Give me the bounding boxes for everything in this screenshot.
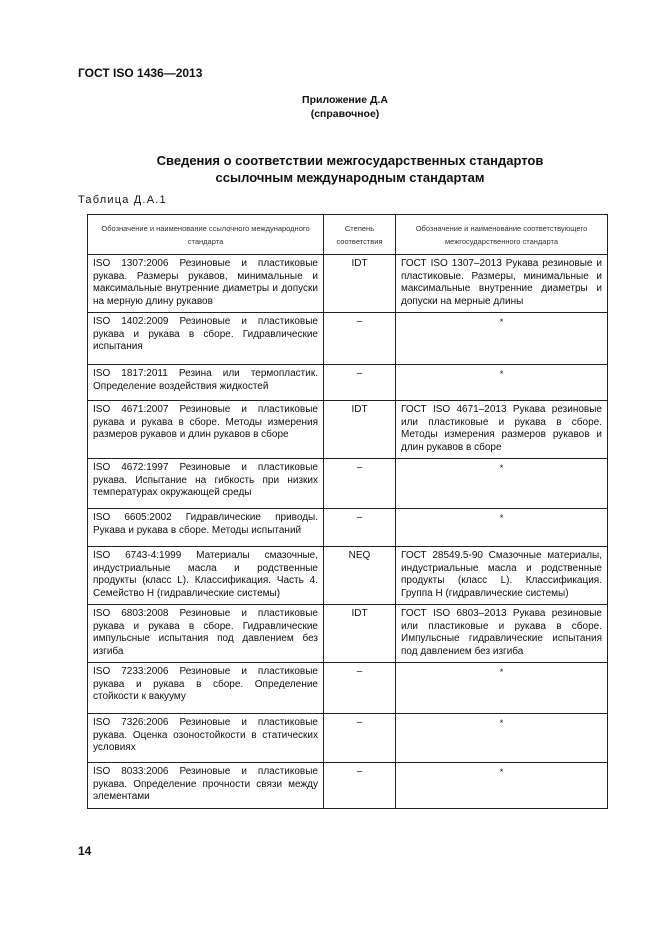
interstate-standard-cell: * bbox=[396, 313, 608, 365]
interstate-standard-cell: * bbox=[396, 509, 608, 547]
interstate-standard-cell: * bbox=[396, 714, 608, 763]
annex-title: Приложение Д.А bbox=[302, 94, 388, 106]
document-header: ГОСТ ISO 1436—2013 bbox=[78, 66, 203, 80]
international-standard-cell: ISO 6803:2008 Резиновые и пластиковые рукава и рукава в сборе. Гидравлические импульсные испытания под давлением без изгиба bbox=[88, 605, 324, 663]
correspondence-degree-cell: NEQ bbox=[324, 547, 396, 605]
column-header-international-standard: Обозначение и наименование ссылочного международного стандарта bbox=[88, 215, 324, 255]
correspondence-degree-cell: IDT bbox=[324, 401, 396, 459]
table-row bbox=[88, 509, 608, 547]
correspondence-degree-cell: IDT bbox=[324, 255, 396, 313]
international-standard-cell: ISO 4672:1997 Резиновые и пластиковые рукава. Испытание на гибкость при низких температурах окружающей среды bbox=[88, 459, 324, 509]
interstate-standard-cell: * bbox=[396, 459, 608, 509]
table-row bbox=[88, 714, 608, 763]
international-standard-cell: ISO 7233:2006 Резиновые и пластиковые рукава и рукава в сборе. Определение стойкости к вакууму bbox=[88, 663, 324, 714]
table-row bbox=[88, 365, 608, 401]
international-standard-cell: ISO 1307:2006 Резиновые и пластиковые рукава. Размеры рукавов, минимальные и максимальные внутренние диаметры и допуски на мерную длину рукавов bbox=[88, 255, 324, 313]
international-standard-cell: ISO 7326:2006 Резиновые и пластиковые рукава. Оценка озоностойкости в статических условиях bbox=[88, 714, 324, 763]
correspondence-degree-cell: – bbox=[324, 663, 396, 714]
correspondence-degree-cell: – bbox=[324, 365, 396, 401]
interstate-standard-cell: ГОСТ ISO 4671–2013 Рукава резиновые или пластиковые и рукава в сборе. Методы измерения размеров рукавов и длин рукавов в сборе bbox=[396, 401, 608, 459]
table-caption: Таблица Д.А.1 bbox=[78, 194, 167, 206]
interstate-standard-cell: * bbox=[396, 365, 608, 401]
table-row bbox=[88, 459, 608, 509]
annex-subtitle: (справочное) bbox=[310, 108, 380, 120]
international-standard-cell: ISO 6743-4:1999 Материалы смазочные, индустриальные масла и родственные продукты (класс L). Классификация. Часть 4. Семейство H (гидравлические системы) bbox=[88, 547, 324, 605]
table-row bbox=[88, 663, 608, 714]
section-title-line2: ссылочным международным стандартам bbox=[215, 170, 485, 185]
annex-heading bbox=[200, 93, 490, 121]
table-row bbox=[88, 763, 608, 809]
section-title-line1: Сведения о соответствии межгосударственных стандартов bbox=[156, 153, 544, 168]
interstate-standard-cell: ГОСТ ISO 6803–2013 Рукава резиновые или пластиковые и рукава в сборе. Импульсные гидравлические испытания под давлением без изгиба bbox=[396, 605, 608, 663]
international-standard-cell: ISO 4671:2007 Резиновые и пластиковые рукава и рукава в сборе. Методы измерения размеров рукавов и длин рукавов в сборе bbox=[88, 401, 324, 459]
table-row bbox=[88, 547, 608, 605]
table-row bbox=[88, 313, 608, 365]
correspondence-degree-cell: – bbox=[324, 714, 396, 763]
correspondence-degree-cell: IDT bbox=[324, 605, 396, 663]
interstate-standard-cell: ГОСТ 28549.5-90 Смазочные материалы, индустриальные масла и родственные продукты (класс L). Классификация. Группа H (гидравлические системы) bbox=[396, 547, 608, 605]
interstate-standard-cell: * bbox=[396, 663, 608, 714]
correspondence-degree-cell: – bbox=[324, 459, 396, 509]
international-standard-cell: ISO 1402:2009 Резиновые и пластиковые рукава и рукава в сборе. Гидравлические испытания bbox=[88, 313, 324, 365]
international-standard-cell: ISO 1817:2011 Резина или термопластик. Определение воздействия жидкостей bbox=[88, 365, 324, 401]
table-row bbox=[88, 401, 608, 459]
column-header-interstate-standard: Обозначение и наименование соответствующего межгосударственного стандарта bbox=[396, 215, 608, 255]
table-row bbox=[88, 255, 608, 313]
interstate-standard-cell: ГОСТ ISO 1307–2013 Рукава резиновые и пластиковые. Размеры, минимальные и максимальные внутренние диаметры и допуски на мерные длины bbox=[396, 255, 608, 313]
international-standard-cell: ISO 8033:2006 Резиновые и пластиковые рукава. Определение прочности связи между элементами bbox=[88, 763, 324, 809]
page-number: 14 bbox=[78, 844, 92, 858]
correspondence-degree-cell: – bbox=[324, 509, 396, 547]
international-standard-cell: ISO 6605:2002 Гидравлические приводы. Рукава и рукава в сборе. Методы испытаний bbox=[88, 509, 324, 547]
interstate-standard-cell: * bbox=[396, 763, 608, 809]
column-header-correspondence-degree: Степень соответствия bbox=[324, 215, 396, 255]
correspondence-degree-cell: – bbox=[324, 313, 396, 365]
correspondence-degree-cell: – bbox=[324, 763, 396, 809]
correspondence-table bbox=[87, 214, 608, 809]
section-title bbox=[100, 152, 600, 186]
table-header-row bbox=[88, 215, 608, 255]
table-row bbox=[88, 605, 608, 663]
